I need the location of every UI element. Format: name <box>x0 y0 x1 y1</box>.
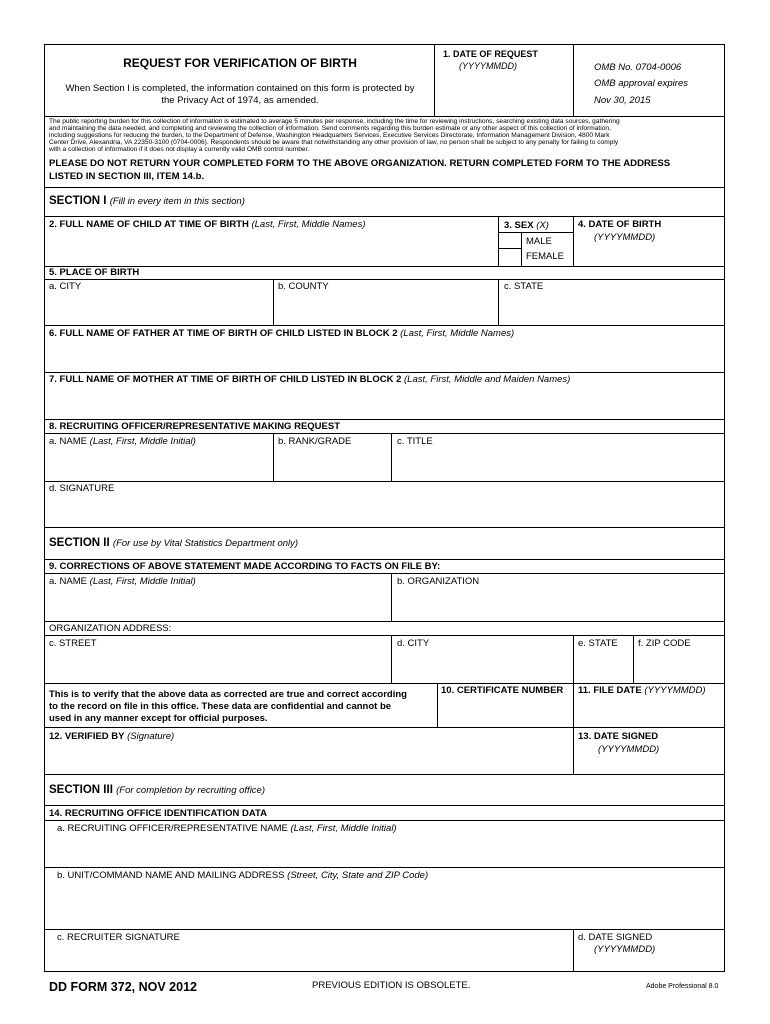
mother-name-label-text: 7. FULL NAME OF MOTHER AT TIME OF BIRTH OF CHILD LISTED IN BLOCK 2 <box>49 374 402 385</box>
divider <box>45 621 724 622</box>
divider <box>45 805 724 806</box>
form-title: REQUEST FOR VERIFICATION OF BIRTH <box>123 56 357 70</box>
recruiter-name-label-text: a. RECRUITING OFFICER/REPRESENTATIVE NAME <box>57 823 288 834</box>
recruiter-name-label <box>57 823 397 835</box>
divider <box>573 683 574 727</box>
burden-line: with a collection of information if it does not display a currently valid OMB control number. <box>49 146 310 153</box>
divider <box>573 45 574 116</box>
divider <box>45 433 724 434</box>
officer-title-label: c. TITLE <box>397 436 433 447</box>
divider <box>45 187 724 188</box>
zip-code-field[interactable] <box>635 651 722 681</box>
recruiter-date-signed-field[interactable] <box>575 956 722 971</box>
section-2-note: (For use by Vital Statistics Department only) <box>112 538 299 549</box>
recruiter-name-note: (Last, First, Middle Initial) <box>290 823 397 834</box>
date-signed-label: 13. DATE SIGNED <box>578 731 659 742</box>
child-name-note: (Last, First, Middle Names) <box>251 219 366 230</box>
divider <box>45 372 724 373</box>
divider <box>45 266 724 267</box>
recruiting-officer-label: 8. RECRUITING OFFICER/REPRESENTATIVE MAKING REQUEST <box>49 421 341 432</box>
place-of-birth-label: 5. PLACE OF BIRTH <box>49 267 140 278</box>
section-1-heading <box>49 195 245 208</box>
mailing-address-label <box>57 870 428 882</box>
female-checkbox[interactable] <box>500 250 519 264</box>
verified-by-signature-field[interactable] <box>47 744 571 772</box>
section-2-title: SECTION II <box>49 537 110 549</box>
birth-verification-form <box>44 44 725 972</box>
section-2-heading <box>49 537 298 550</box>
mother-name-field[interactable] <box>47 387 722 417</box>
obsolete-notice: PREVIOUS EDITION IS OBSOLETE. <box>312 980 471 991</box>
zip-code-label: f. ZIP CODE <box>638 638 691 649</box>
father-name-note: (Last, First, Middle Names) <box>400 328 515 339</box>
verification-statement-line2: to the record on file in this office. These data are confidential and cannot be <box>49 701 392 712</box>
city-label: a. CITY <box>49 281 82 292</box>
street-field[interactable] <box>47 651 389 681</box>
birth-city-field[interactable] <box>47 294 270 323</box>
divider <box>521 232 522 266</box>
burden-line: including suggestions for reducing the burden, to the Department of Defense, Washington Headquarters Services, Executive Services Directorate, Information Management Division, 4800 Mark <box>49 132 610 139</box>
divider <box>498 279 499 325</box>
file-date-label <box>578 685 706 697</box>
form-identifier: DD FORM 372, NOV 2012 <box>49 980 197 994</box>
divider <box>45 481 724 482</box>
date-signed-field[interactable] <box>575 757 722 772</box>
divider <box>45 683 724 684</box>
recruiter-name-field[interactable] <box>47 836 722 866</box>
organization-address-label: ORGANIZATION ADDRESS: <box>49 623 172 634</box>
sex-label <box>504 220 549 232</box>
divider <box>45 325 724 326</box>
officer-signature-field[interactable] <box>47 496 722 526</box>
date-of-birth-format: (YYYYMMDD) <box>594 232 656 243</box>
divider <box>45 727 724 728</box>
recruiter-date-signed-label: d. DATE SIGNED <box>578 932 653 943</box>
burden-line: and maintaining the data needed, and completing and reviewing the collection of information. Send comments regarding this burden estimate or any other aspect of this collection of information, <box>49 125 611 132</box>
officer-title-field[interactable] <box>393 449 722 479</box>
child-name-field[interactable] <box>47 232 496 263</box>
divider <box>45 527 724 528</box>
divider <box>391 573 392 621</box>
divider <box>273 279 274 325</box>
mother-name-label <box>49 374 570 386</box>
file-date-label-text: 11. FILE DATE <box>578 685 642 696</box>
sex-label-text: 3. SEX <box>504 220 534 231</box>
female-label: FEMALE <box>526 251 565 262</box>
divider <box>45 419 724 420</box>
divider <box>45 573 724 574</box>
rank-grade-field[interactable] <box>275 449 389 479</box>
omb-number: OMB No. 0704-0006 <box>594 62 682 73</box>
father-name-label <box>49 328 514 340</box>
date-of-birth-field[interactable] <box>575 244 722 264</box>
verified-by-note: (Signature) <box>127 731 175 742</box>
mailing-address-field[interactable] <box>47 883 722 927</box>
certificate-number-field[interactable] <box>439 698 571 725</box>
birth-state-field[interactable] <box>500 294 722 323</box>
section-3-heading <box>49 784 265 797</box>
organization-label: b. ORGANIZATION <box>397 576 480 587</box>
section-3-note: (For completion by recruiting office) <box>116 785 265 796</box>
mailing-address-label-text: b. UNIT/COMMAND NAME AND MAILING ADDRESS <box>57 870 285 881</box>
divider <box>633 635 634 683</box>
divider <box>273 433 274 481</box>
divider <box>573 216 574 266</box>
recruiting-office-label: 14. RECRUITING OFFICE IDENTIFICATION DATA <box>49 808 267 819</box>
mailing-address-note: (Street, City, State and ZIP Code) <box>287 870 429 881</box>
divider <box>45 635 724 636</box>
file-date-field[interactable] <box>575 698 722 725</box>
divider <box>45 559 724 560</box>
verification-statement-line3: used in any manner except for official purposes. <box>49 713 268 724</box>
file-date-format: (YYYYMMDD) <box>644 685 706 696</box>
date-of-request-format: (YYYYMMDD) <box>459 61 517 71</box>
org-city-label: d. CITY <box>397 638 430 649</box>
return-warning-line2: LISTED IN SECTION III, ITEM 14.b. <box>49 171 205 182</box>
divider <box>45 216 724 217</box>
organization-field[interactable] <box>393 589 722 619</box>
org-state-label: e. STATE <box>578 638 618 649</box>
date-signed-format: (YYYYMMDD) <box>598 744 660 755</box>
divider <box>45 774 724 775</box>
rank-grade-label: b. RANK/GRADE <box>278 436 352 447</box>
divider <box>45 279 724 280</box>
date-of-request-label: 1. DATE OF REQUEST <box>443 49 538 59</box>
divider <box>45 929 724 930</box>
child-name-label <box>49 219 366 231</box>
male-checkbox[interactable] <box>500 234 519 247</box>
software-version: Adobe Professional 8.0 <box>646 983 719 990</box>
section-1-note: (Fill in every item in this section) <box>109 196 245 207</box>
divider <box>498 248 522 249</box>
burden-line: Center Drive, Alexandria, VA 22350-3100 (0704-0006). Respondents should be aware that notwithstanding any other provision of law, no person shall be subject to any penalty for failing to comply <box>49 139 619 146</box>
divider <box>498 232 574 233</box>
recruiter-signature-label: c. RECRUITER SIGNATURE <box>57 932 180 943</box>
divider <box>45 820 724 821</box>
divider <box>391 433 392 481</box>
recruiter-signature-field[interactable] <box>47 945 571 971</box>
privacy-notice-line1: When Section I is completed, the information contained on this form is protected by <box>65 83 415 94</box>
burden-line: The public reporting burden for this collection of information is estimated to average 5 minutes per response, including the time for reviewing instructions, searching existing data sources, gathering <box>49 118 620 125</box>
birth-county-field[interactable] <box>275 294 496 323</box>
corrections-name-label <box>49 576 196 588</box>
mother-name-note: (Last, First, Middle and Maiden Names) <box>404 374 571 385</box>
county-label: b. COUNTY <box>278 281 329 292</box>
divider <box>573 727 574 774</box>
corrections-name-field[interactable] <box>47 589 389 619</box>
verification-statement-line1: This is to verify that the above data as corrected are true and correct according <box>49 689 407 700</box>
officer-name-field[interactable] <box>47 449 270 479</box>
corrections-name-label-text: a. NAME <box>49 576 88 587</box>
officer-name-label <box>49 436 196 448</box>
section-1-title: SECTION I <box>49 195 107 207</box>
date-of-request-field[interactable] <box>437 73 571 113</box>
omb-approval-label: OMB approval expires <box>594 78 688 89</box>
divider <box>434 45 435 116</box>
privacy-notice-line2: the Privacy Act of 1974, as amended. <box>161 95 319 106</box>
divider <box>45 116 724 117</box>
org-city-field[interactable] <box>393 651 571 681</box>
org-state-field[interactable] <box>575 651 631 681</box>
signature-label: d. SIGNATURE <box>49 483 115 494</box>
state-label: c. STATE <box>504 281 544 292</box>
divider <box>498 216 499 266</box>
corrections-name-note: (Last, First, Middle Initial) <box>89 576 196 587</box>
male-label: MALE <box>526 236 552 247</box>
recruiter-date-signed-format: (YYYYMMDD) <box>594 944 656 955</box>
father-name-field[interactable] <box>47 341 722 371</box>
date-of-birth-label: 4. DATE OF BIRTH <box>578 219 662 230</box>
verified-by-label <box>49 731 174 743</box>
divider <box>573 929 574 972</box>
divider <box>573 635 574 683</box>
street-label: c. STREET <box>49 638 97 649</box>
verified-by-label-text: 12. VERIFIED BY <box>49 731 125 742</box>
omb-expiration-date: Nov 30, 2015 <box>594 95 651 106</box>
certificate-number-label: 10. CERTIFICATE NUMBER <box>441 685 564 696</box>
officer-name-note: (Last, First, Middle Initial) <box>89 436 196 447</box>
return-warning-line1: PLEASE DO NOT RETURN YOUR COMPLETED FORM TO THE ABOVE ORGANIZATION. RETURN COMPLETED FORM TO THE ADDRESS <box>49 158 671 169</box>
divider <box>45 867 724 868</box>
sex-note: (X) <box>536 220 549 231</box>
officer-name-label-text: a. NAME <box>49 436 88 447</box>
divider <box>391 635 392 683</box>
child-name-label-text: 2. FULL NAME OF CHILD AT TIME OF BIRTH <box>49 219 249 230</box>
divider <box>437 683 438 727</box>
father-name-label-text: 6. FULL NAME OF FATHER AT TIME OF BIRTH OF CHILD LISTED IN BLOCK 2 <box>49 328 398 339</box>
section-3-title: SECTION III <box>49 784 113 796</box>
corrections-label: 9. CORRECTIONS OF ABOVE STATEMENT MADE ACCORDING TO FACTS ON FILE BY: <box>49 561 441 572</box>
